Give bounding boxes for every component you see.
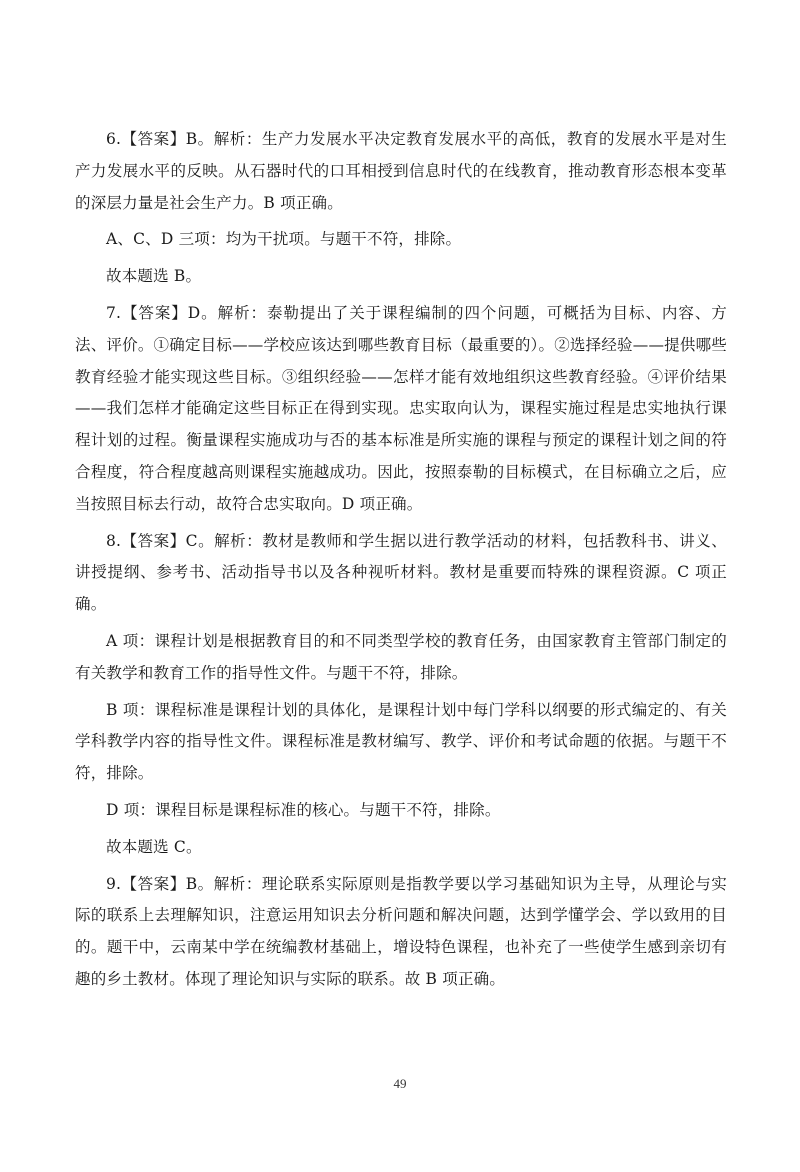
page-number: 49 bbox=[393, 1076, 407, 1091]
paragraph-q6-answer: 6.【答案】B。解析：生产力发展水平决定教育发展水平的高低，教育的发展水平是对生产力发展水平的反映。从石器时代的口耳相授到信息时代的在线教育，推动教育形态根本变革的深层力量是社会生产力。B 项正确。 bbox=[75, 130, 727, 212]
paragraph-q8-option-b: B 项：课程标准是课程计划的具体化，是课程计划中每门学科以纲要的形式编定的、有关学科教学内容的指导性文件。课程标准是教材编写、教学、评价和考试命题的依据。与题干不符，排除。 bbox=[75, 700, 727, 783]
document-body bbox=[75, 124, 727, 1001]
paragraph-q8-answer: 8.【答案】C。解析：教材是教师和学生据以进行教学活动的材料，包括教科书、讲义、讲授提纲、参考书、活动指导书以及各种视听材料。教材是重要而特殊的课程资源。C 项正确。 bbox=[75, 531, 727, 614]
paragraph-q8-option-a: A 项：课程计划是根据教育目的和不同类型学校的教育任务，由国家教育主管部门制定的有关教学和教育工作的指导性文件。与题干不符，排除。 bbox=[75, 631, 727, 682]
paragraph-q6-conclusion: 故本题选 B。 bbox=[106, 267, 202, 286]
paragraph-q8-option-d: D 项：课程目标是课程标准的核心。与题干不符，排除。 bbox=[106, 800, 501, 819]
paragraph-q9-answer: 9.【答案】B。解析：理论联系实际原则是指教学要以学习基础知识为主导，从理论与实际的联系上去理解知识，注意运用知识去分析问题和解决问题，达到学懂学会、学以致用的目的。题干中，云南某中学在统编教材基础上，增设特色课程，也补充了一些使学生感到亲切有趣的乡土教材。体现了理论知识与实际的联系。故 B 项正确。 bbox=[75, 874, 727, 988]
paragraph-q8-conclusion: 故本题选 C。 bbox=[106, 837, 202, 856]
paragraph-q7-answer: 7.【答案】D。解析：泰勒提出了关于课程编制的四个问题，可概括为目标、内容、方法、评价。①确定目标——学校应该达到哪些教育目标（最重要的）。②选择经验——提供哪些教育经验才能实现这些目标。③组织经验——怎样才能有效地组织这些教育经验。④评价结果——我们怎样才能确定这些目标正在得到实现。忠实取向认为，课程实施过程是忠实地执行课程计划的过程。衡量课程实施成功与否的基本标准是所实施的课程与预定的课程计划之间的符合程度，符合程度越高则课程实施越成功。因此，按照泰勒的目标模式，在目标确立之后，应当按照目标去行动，故符合忠实取向。D 项正确。 bbox=[75, 303, 727, 513]
paragraph-q6-distractors: A、C、D 三项：均为干扰项。与题干不符，排除。 bbox=[106, 230, 462, 249]
